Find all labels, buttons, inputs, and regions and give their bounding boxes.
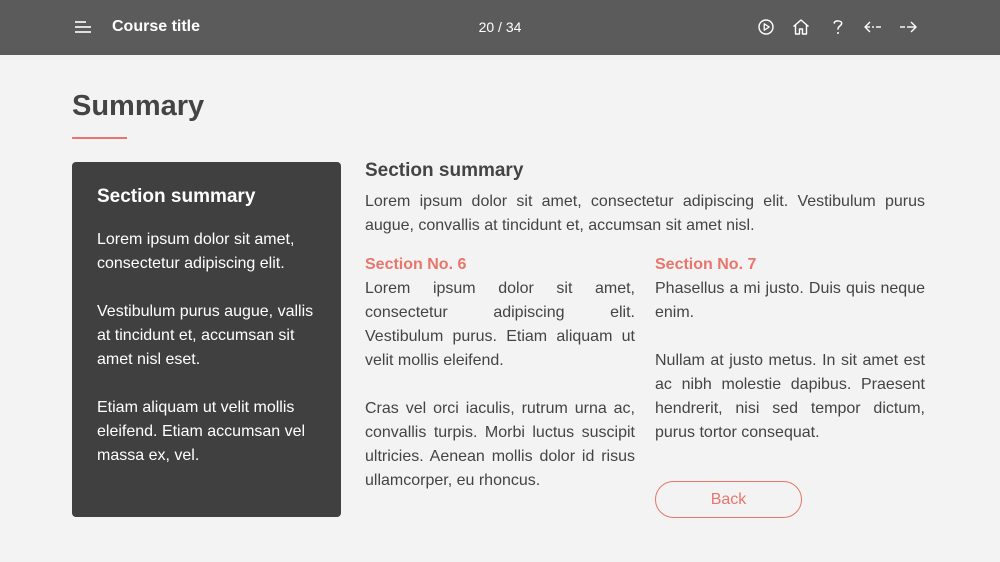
back-button[interactable]: Back — [655, 481, 802, 518]
summary-card-paragraph: Lorem ipsum dolor sit amet, consectetur adipiscing elit. — [97, 231, 295, 272]
page-counter: 20 / 34 — [478, 19, 522, 35]
section-summary-heading: Section summary — [365, 160, 524, 181]
section-7-paragraph: Nullam at justo metus. In sit amet est ac nibh molestie dapibus. Praesent hendrerit, nisi sed tempor dictum, purus tortor consequat. — [655, 352, 925, 441]
summary-card-heading: Section summary — [97, 186, 256, 207]
play-icon[interactable] — [755, 16, 777, 38]
section-6-column — [365, 255, 635, 517]
summary-card — [72, 162, 341, 517]
title-underline — [72, 137, 127, 139]
section-6-paragraph: Lorem ipsum dolor sit amet, consectetur adipiscing elit. Vestibulum purus. Etiam aliquam ut velit mollis eleifend. — [365, 280, 635, 369]
section-6-title: Section No. 6 — [365, 256, 467, 273]
back-arrow-icon[interactable] — [862, 16, 884, 38]
page-title: Summary — [72, 90, 205, 122]
section-7-column — [655, 255, 925, 469]
menu-icon[interactable] — [73, 19, 93, 35]
section-6-paragraph: Cras vel orci iaculis, rutrum urna ac, convallis turpis. Morbi luctus suscipit ultricies. Aenean mollis dolor id risus ullamcorper, eu rhoncus. — [365, 400, 635, 489]
section-7-title: Section No. 7 — [655, 256, 757, 273]
summary-card-paragraph: Etiam aliquam ut velit mollis eleifend. Etiam accumsan vel massa ex, vel. — [97, 399, 306, 464]
summary-card-paragraph: Vestibulum purus augue, vallis at tincidunt et, accumsan sit amet nisl eset. — [97, 303, 314, 368]
top-bar — [0, 0, 1000, 55]
section-7-paragraph: Phasellus a mi justo. Duis quis neque enim. — [655, 280, 925, 321]
help-icon[interactable] — [827, 16, 849, 38]
course-title: Course title — [112, 18, 201, 35]
home-icon[interactable] — [790, 16, 812, 38]
forward-arrow-icon[interactable] — [897, 16, 919, 38]
section-summary-intro: Lorem ipsum dolor sit amet, consectetur adipiscing elit. Vestibulum purus augue, convallis at tincidunt et, accumsan sit amet nisl. — [365, 193, 925, 234]
